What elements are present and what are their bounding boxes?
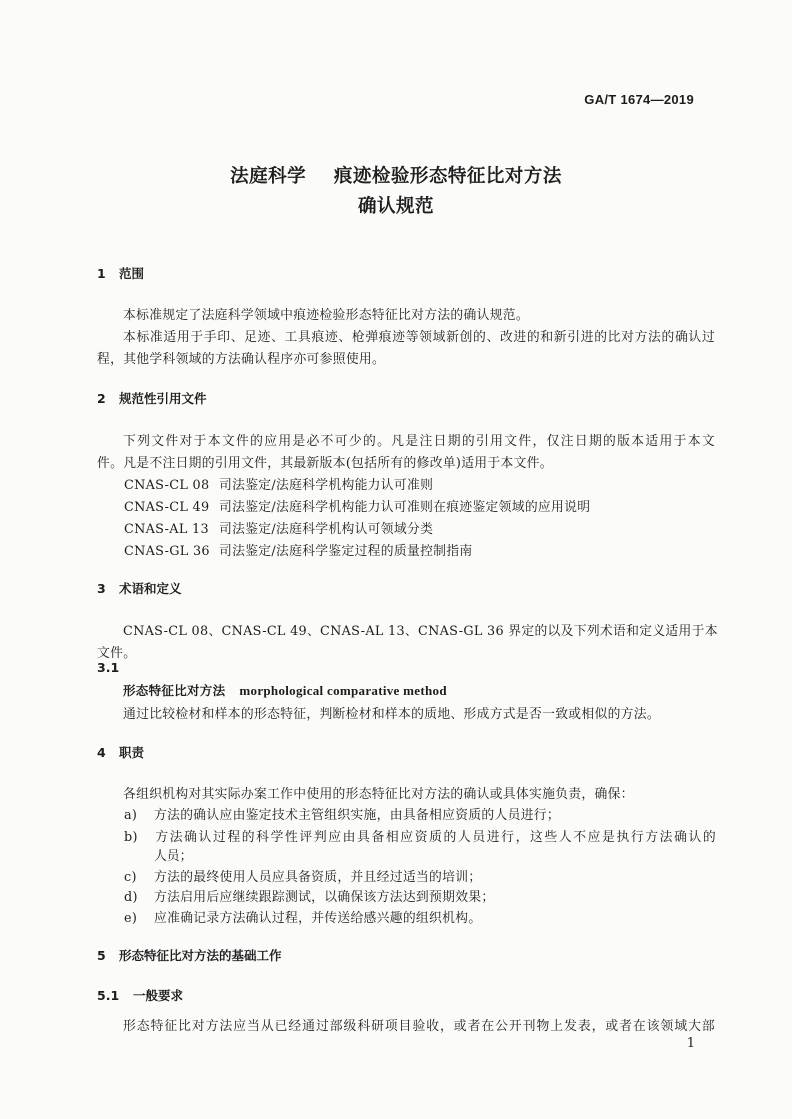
reference-title: 司法鉴定/法庭科学鉴定过程的质量控制指南 bbox=[219, 544, 473, 559]
list-item bbox=[124, 866, 481, 885]
subsection-5-1-heading bbox=[97, 986, 183, 1004]
reference-title: 司法鉴定/法庭科学机构能力认可准则在痕迹鉴定领域的应用说明 bbox=[219, 500, 591, 515]
section-title: 规范性引用文件 bbox=[119, 391, 207, 406]
reference-title: 司法鉴定/法庭科学机构认可领域分类 bbox=[219, 522, 434, 537]
section-1-heading bbox=[97, 264, 144, 282]
section-3-paragraph-line2: 文件。 bbox=[97, 646, 137, 661]
section-title: 职责 bbox=[119, 745, 145, 760]
term-definition: 通过比较检材和样本的形态特征，判断检材和样本的质地、形成方式是否一致或相似的方法。 bbox=[123, 707, 660, 722]
reference-item bbox=[124, 474, 433, 493]
section-title: 术语和定义 bbox=[119, 581, 182, 596]
list-item bbox=[124, 907, 481, 926]
section-4-intro: 各组织机构对其实际办案工作中使用的形态特征比对方法的确认或具体实施负责，确保： bbox=[123, 787, 634, 802]
list-text: 方法的最终使用人员应具备资质，并且经过适当的培训； bbox=[154, 870, 482, 885]
list-text: 方法的确认应由鉴定技术主管组织实施，由具备相应资质的人员进行； bbox=[154, 808, 561, 823]
section-4-heading bbox=[97, 743, 144, 761]
list-marker: a) bbox=[124, 808, 138, 823]
list-item bbox=[124, 804, 560, 823]
list-marker: c) bbox=[124, 870, 137, 885]
section-title: 范围 bbox=[119, 266, 145, 281]
term-english: morphological comparative method bbox=[239, 683, 447, 698]
subsection-title: 一般要求 bbox=[133, 988, 184, 1003]
document-title-line1: 法庭科学 痕迹检验形态特征比对方法 bbox=[230, 166, 562, 187]
reference-code: CNAS-AL 13 bbox=[124, 522, 209, 537]
section-1-paragraph-1: 本标准规定了法庭科学领域中痕迹检验形态特征比对方法的确认规范。 bbox=[123, 308, 530, 323]
reference-item bbox=[124, 540, 472, 559]
list-marker: d) bbox=[124, 890, 138, 905]
section-3-heading bbox=[97, 579, 182, 597]
standard-code: GA/T 1674—2019 bbox=[584, 92, 694, 107]
reference-title: 司法鉴定/法庭科学机构能力认可准则 bbox=[219, 478, 434, 493]
list-item bbox=[124, 826, 716, 845]
term-entry bbox=[123, 681, 447, 699]
list-marker: b) bbox=[124, 830, 138, 845]
section-2-paragraph-line2: 件。凡是不注日期的引用文件，其最新版本(包括所有的修改单)适用于本文件。 bbox=[97, 456, 553, 471]
list-text-continuation: 人员； bbox=[154, 849, 193, 864]
document-title-line2: 确认规范 bbox=[357, 196, 434, 217]
section-3-paragraph-line1: CNAS-CL 08、CNAS-CL 49、CNAS-AL 13、CNAS-GL 36 界定的以及下列术语和定义适用于本 bbox=[123, 624, 718, 639]
section-number: 5 bbox=[97, 948, 106, 963]
reference-code: CNAS-CL 49 bbox=[124, 500, 210, 515]
section-number: 1 bbox=[97, 266, 106, 281]
section-2-paragraph-line1: 下列文件对于本文件的应用是必不可少的。凡是注日期的引用文件，仅注日期的版本适用于本文 bbox=[123, 434, 715, 449]
section-1-paragraph-2-line2: 程，其他学科领域的方法确认程序亦可参照使用。 bbox=[97, 352, 386, 367]
section-5-heading bbox=[97, 946, 282, 964]
section-1-paragraph-2-line1: 本标准适用于手印、足迹、工具痕迹、枪弹痕迹等领域新创的、改进的和新引进的比对方法的确认过 bbox=[123, 330, 715, 345]
section-number: 3 bbox=[97, 581, 106, 596]
page-number: 1 bbox=[686, 1036, 695, 1051]
section-title: 形态特征比对方法的基础工作 bbox=[119, 948, 282, 963]
section-5-paragraph-line1: 形态特征比对方法应当从已经通过部级科研项目验收，或者在公开刊物上发表，或者在该领域大部 bbox=[123, 1019, 715, 1034]
reference-item bbox=[124, 496, 590, 515]
list-marker: e) bbox=[124, 911, 138, 926]
list-text: 方法启用后应继续跟踪测试，以确保该方法达到预期效果； bbox=[154, 890, 495, 905]
reference-code: CNAS-CL 08 bbox=[124, 478, 210, 493]
term-chinese: 形态特征比对方法 bbox=[123, 683, 226, 698]
section-number: 4 bbox=[97, 745, 106, 760]
list-text: 方法确认过程的科学性评判应由具备相应资质的人员进行，这些人不应是执行方法确认的 bbox=[154, 830, 716, 845]
list-text: 应准确记录方法确认过程，并传送给感兴趣的组织机构。 bbox=[154, 911, 482, 926]
reference-item bbox=[124, 518, 433, 537]
subsection-number: 5.1 bbox=[97, 988, 120, 1003]
section-2-heading bbox=[97, 389, 207, 407]
list-item bbox=[124, 886, 495, 905]
term-number: 3.1 bbox=[97, 660, 120, 675]
section-number: 2 bbox=[97, 391, 106, 406]
reference-code: CNAS-GL 36 bbox=[124, 544, 210, 559]
